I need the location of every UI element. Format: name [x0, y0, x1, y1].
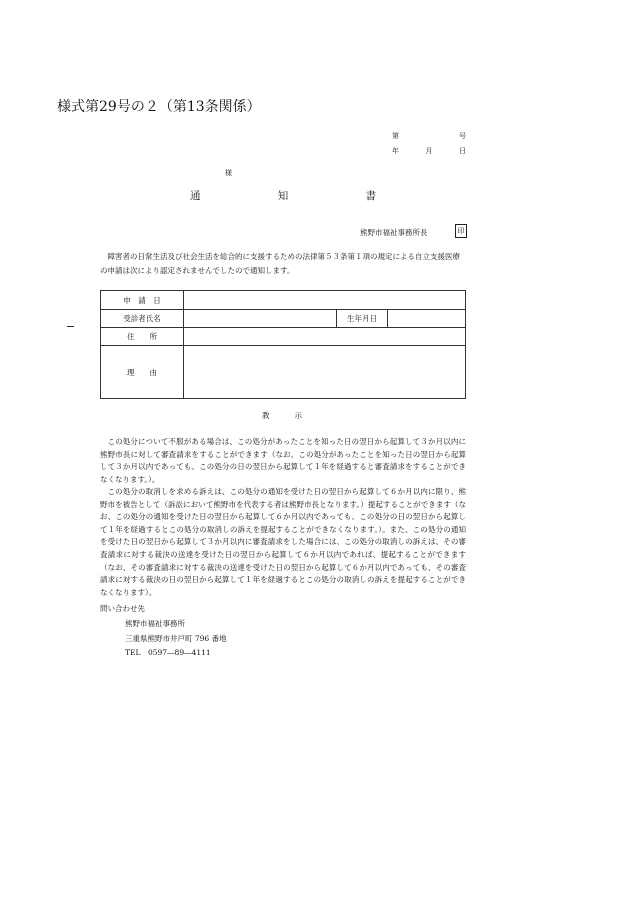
- address-label: 住 所: [101, 328, 184, 346]
- recipient-honorific: 様: [225, 169, 232, 177]
- patient-name-label: 受診者氏名: [101, 310, 184, 328]
- birthdate-value: [388, 310, 466, 328]
- number-suffix: 号: [459, 132, 466, 140]
- table-row: [101, 291, 466, 310]
- contact-office: 熊野市福祉事務所: [125, 619, 185, 628]
- contact-heading: 問い合わせ先: [100, 604, 145, 613]
- instruction-heading-char-1: 教: [262, 411, 270, 420]
- intro-text: 障害者の日常生活及び社会生活を総合的に支援するための法律第５３条第１項の規定による自立支援医療の申請は次により認定されませんでしたので通知します。: [100, 252, 460, 275]
- margin-dash-mark: [67, 326, 74, 327]
- date-year: 年: [392, 147, 399, 155]
- application-date-value: [184, 291, 466, 310]
- date-month: 月: [425, 147, 433, 155]
- form-id: 様式第29号の２（第13条関係）: [57, 99, 261, 115]
- title-char-3: 書: [365, 190, 376, 202]
- issuer: 熊野市福祉事務所長: [360, 228, 428, 237]
- patient-name-value: [184, 310, 337, 328]
- number-prefix: 第: [392, 132, 399, 140]
- contact-address: 三重県熊野市井戸町 796 番地: [125, 634, 227, 643]
- document-number-line: [392, 131, 466, 141]
- title-char-1: 通: [190, 190, 201, 202]
- reason-label: 理 由: [101, 346, 184, 399]
- instruction-paragraph-review: この処分について不服がある場合は、この処分があったことを知った日の翌日から起算して３か月以内に熊野市長に対して審査請求をすることができます（なお、この処分があったことを知った日の翌日から起算して３か月以内であっても、この処分の日の翌日から起算して１年を経過すると審査請求をすることができなくなります。）。: [100, 437, 466, 484]
- title-char-2: 知: [277, 190, 289, 202]
- instruction-heading-char-2: 示: [294, 411, 302, 420]
- address-value: [184, 328, 466, 346]
- application-date-label: 申 請 日: [101, 291, 184, 310]
- instruction-paragraph-lawsuit: この処分の取消しを求める訴えは、この処分の通知を受けた日の翌日から起算して６か月以内に限り、熊野市を被告として（訴訟において熊野市を代表する者は熊野市長となります。）提起することができます（なお、この処分の通知を受けた日の翌日から起算して６か月以内であっても、この処分の日の翌日から起算して１年を経過するとこの処分の取消しの訴えを提起することができなくなります。）。また、この処分の通知を受けた日の翌日から起算して３か月以内に審査請求をした場合には、この処分の取消しの訴えは、その審査請求に対する裁決の送達を受けた日の翌日から起算して６か月以内であれば、提起することができます（なお、その審査請求に対する裁決の送達を受けた日の翌日から起算して６か月以内であっても、その審査請求に対する裁決の日の翌日から起算して１年を経過するとこの処分の取消しの訴えを提起することができなくなります）。: [100, 487, 466, 597]
- reason-value: [184, 346, 466, 399]
- table-row: [101, 310, 466, 328]
- table-row: [101, 328, 466, 346]
- date-line: [392, 146, 466, 156]
- document-title: [190, 188, 376, 203]
- notice-table: [100, 290, 466, 399]
- date-day: 日: [459, 147, 466, 155]
- table-row: [101, 346, 466, 399]
- seal-mark: 印: [455, 224, 467, 238]
- instruction-heading: [262, 410, 302, 421]
- birthdate-label: 生年月日: [337, 310, 388, 328]
- contact-tel: TEL 0597―89―4111: [125, 648, 211, 657]
